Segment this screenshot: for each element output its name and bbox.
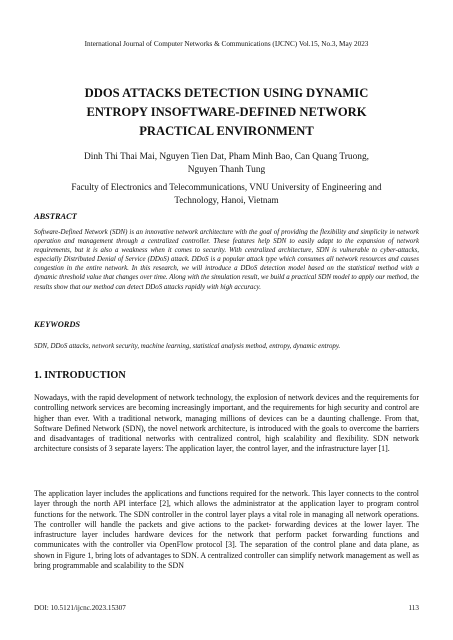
- title-line-3: PRACTICAL ENVIRONMENT: [139, 124, 314, 138]
- authors-line-2: Nguyen Thanh Tung: [187, 164, 266, 175]
- affiliation: [40, 181, 413, 206]
- authors-line-1: Dinh Thi Thai Mai, Nguyen Tien Dat, Pham Minh Bao, Can Quang Truong,: [83, 152, 370, 162]
- journal-header: International Journal of Computer Networks & Communications (IJCNC) Vol.15, No.3, May 2023: [84, 40, 369, 48]
- page-number: 113: [408, 604, 419, 612]
- introduction-paragraph-2: The application layer includes the applications and functions required for the network. This layer connects to the control layer through the north API interface [2], which allows the administrator at the application layer to program control functions for the network. The SDN controller in the control layer plays a vital role in managing all network operations. The controller will handle the packets and give actions to the packet- forwarding devices at the lower layer. The infrastructure layer includes hardware devices for the network that perform packet forwarding functions and communicates with the controller via OpenFlow protocol [3]. The separation of the control plane and data plane, as shown in Figure 1, bring lots of advantages to SDN. A centralized controller can simplify network management as well as bring programmable and scalability to the SDN: [34, 489, 419, 571]
- keywords-text: SDN, DDoS attacks, network security, machine learning, statistical analysis method, entropy, dynamic entropy.: [34, 343, 341, 350]
- keywords-heading: KEYWORDS: [34, 320, 81, 329]
- affiliation-line-1: Faculty of Electronics and Telecommunications, VNU University of Engineering and: [71, 182, 382, 192]
- affiliation-line-2: Technology, Hanoi, Vietnam: [174, 194, 279, 205]
- doi: DOI: 10.5121/ijcnc.2023.15307: [34, 604, 126, 612]
- title-line-1: DDOS ATTACKS DETECTION USING DYNAMIC: [84, 86, 369, 100]
- title-line-2: ENTROPY INSOFTWARE-DEFINED NETWORK: [86, 105, 367, 119]
- authors: [40, 151, 413, 176]
- abstract-text: Software-Defined Network (SDN) is an innovative network architecture with the goal of providing the flexibility and simplicity in network operation and management through a centralized controller. These features help SDN to easily adapt to the expansion of network requirements, but it is also a weakness when it comes to security. With centralized architecture, SDN is vulnerable to cyber-attacks, especially Distributed Denial of Service (DDoS) attack. DDoS is a popular attack type which consumes all network resources and causes congestion in the entire network. In this research, we will introduce a DDoS detection model based on the statistical method with a dynamic threshold value that changes over time. Along with the simulation result, we build a practical SDN model to apply our method, the results show that our method can detect DDoS attacks rapidly with high accuracy.: [34, 229, 419, 291]
- introduction-heading: 1. INTRODUCTION: [34, 370, 126, 381]
- introduction-paragraph-1: Nowadays, with the rapid development of network technology, the explosion of network devices and the requirements for controlling network services are becoming increasingly important, and the requirements for high security and control are higher than ever. With a traditional network, managing millions of devices can be a daunting challenge. From that, Software Defined Network (SDN), the novel network architecture, is introduced with the goals to overcome the barriers and disadvantages of traditional networks with centralized control, high scalability and flexibility. SDN network architecture consists of 3 separate layers: The application layer, the control layer, and the infrastructure layer [1].: [34, 393, 419, 454]
- abstract-heading: ABSTRACT: [34, 212, 77, 221]
- paper-title: [40, 84, 413, 141]
